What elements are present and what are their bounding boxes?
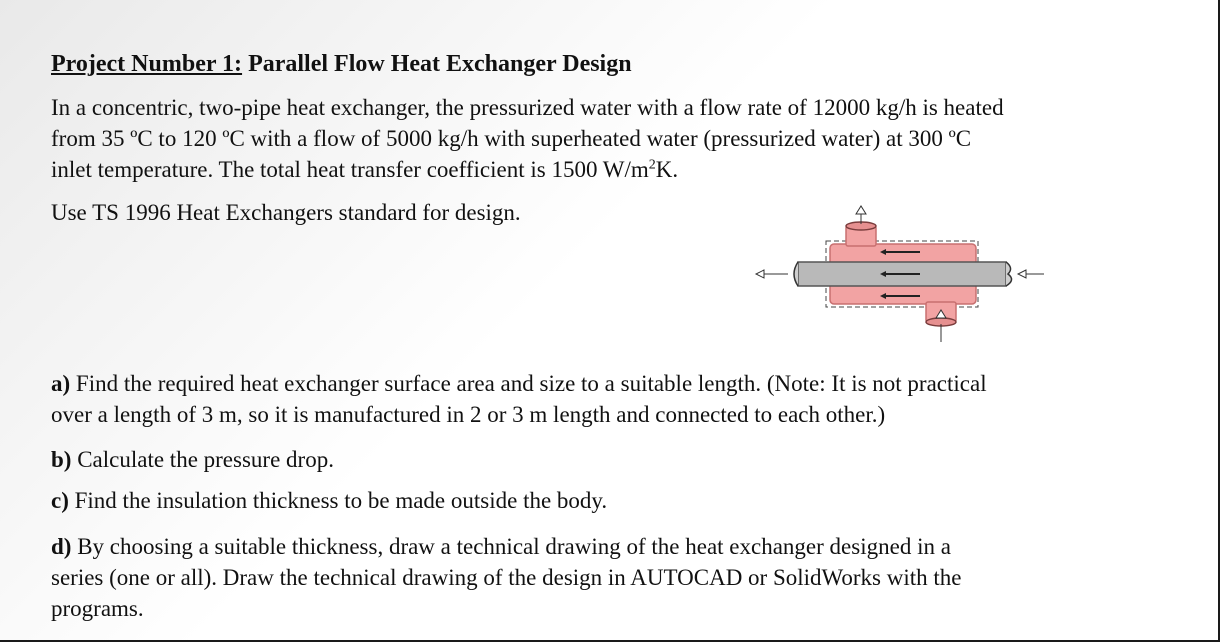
question-a-label: a) bbox=[51, 371, 71, 396]
question-d-text: By choosing a suitable thickness, draw a technical drawing of the heat exchanger designed in a bbox=[71, 534, 951, 559]
question-c-text: Find the insulation thickness to be made outside the body. bbox=[68, 488, 608, 513]
question-a-line-1 bbox=[51, 368, 1176, 399]
unit-exponent: 2 bbox=[648, 157, 656, 173]
question-b-text: Calculate the pressure drop. bbox=[71, 447, 334, 472]
question-b-line bbox=[51, 444, 334, 475]
statement-line-3-text: inlet temperature. The total heat transfer coefficient is 1500 W/m bbox=[51, 157, 649, 182]
question-c-label: c) bbox=[51, 488, 69, 513]
question-d-label: d) bbox=[51, 534, 72, 559]
question-d-line-2: series (one or all). Draw the technical drawing of the design in AUTOCAD or SolidWorks with the bbox=[51, 565, 962, 590]
statement-line-3 bbox=[51, 154, 1176, 185]
question-c-line bbox=[51, 485, 607, 516]
question-d bbox=[51, 531, 1176, 624]
tube-entry-arrow-icon bbox=[1018, 270, 1026, 278]
tube-exit-arrow-icon bbox=[756, 270, 764, 278]
statement-line-1: In a concentric, two-pipe heat exchanger, the pressurized water with a flow rate of 12000 kg/h is heated bbox=[51, 95, 1004, 120]
question-d-line-3: programs. bbox=[51, 596, 144, 621]
statement-line-3-end: K. bbox=[655, 157, 679, 182]
question-d-line-1 bbox=[51, 531, 1176, 562]
heat-exchanger-diagram bbox=[748, 204, 1048, 344]
question-c bbox=[51, 485, 607, 516]
question-b bbox=[51, 444, 334, 475]
document-body bbox=[51, 48, 1176, 228]
problem-statement bbox=[51, 92, 1176, 185]
project-number-label: Project Number 1: bbox=[51, 51, 243, 77]
document-title bbox=[51, 48, 1176, 80]
question-a-line-2: over a length of 3 m, so it is manufactured in 2 or 3 m length and connected to each other.) bbox=[51, 402, 886, 427]
project-title-text: Parallel Flow Heat Exchanger Design bbox=[242, 51, 632, 77]
statement-line-2: from 35 ºC to 120 ºC with a flow of 5000 kg/h with superheated water (pressurized water) at 300 ºC bbox=[51, 126, 972, 151]
question-b-label: b) bbox=[51, 447, 72, 472]
tube-right-end bbox=[1006, 262, 1012, 286]
tube-left-end bbox=[794, 262, 798, 286]
question-a-text: Find the required heat exchanger surface area and size to a suitable length. (Note: It is not practical bbox=[70, 371, 987, 396]
question-a bbox=[51, 368, 1176, 430]
design-standard-note: Use TS 1996 Heat Exchangers standard for design. bbox=[51, 200, 521, 225]
top-outlet-arrow-icon bbox=[856, 206, 866, 214]
